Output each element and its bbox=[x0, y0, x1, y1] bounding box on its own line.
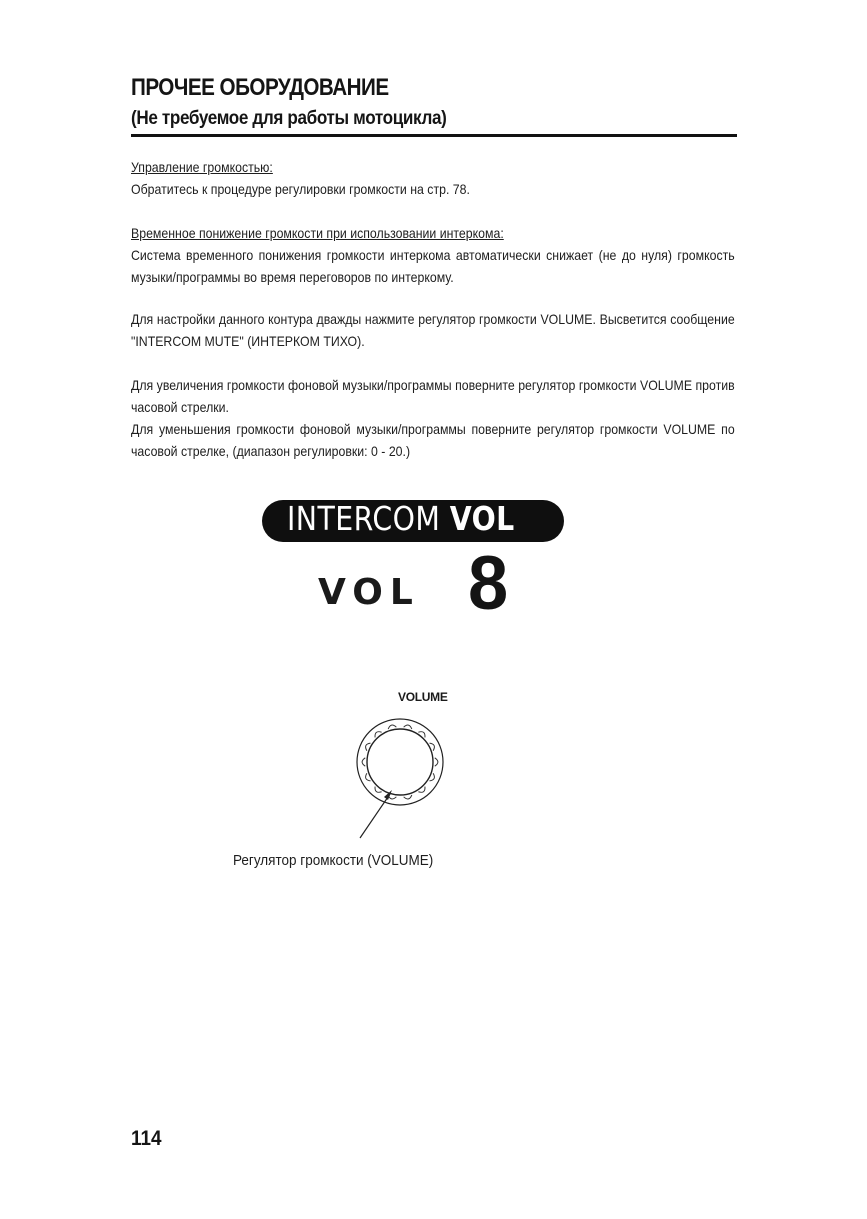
section-text: Система временного понижения громкости интеркома автоматически снижает (не до нуля) громкость музыки/программы во время переговоров по интеркому. bbox=[131, 247, 735, 285]
section-text: Для увеличения громкости фоновой музыки/программы поверните регулятор громкости VOLUME против часовой стрелки. bbox=[131, 377, 735, 415]
section-text: Обратитесь к процедуре регулировки громкости на стр. 78. bbox=[131, 181, 470, 197]
display-mode-word: INTERCOM bbox=[287, 499, 441, 538]
page-number: 114 bbox=[131, 1127, 162, 1150]
page-title: ПРОЧЕЕ ОБОРУДОВАНИЕ bbox=[131, 74, 389, 101]
display-vol-label: VOL bbox=[318, 572, 420, 613]
section-volume-control bbox=[131, 156, 735, 200]
display-mode-suffix: VOL bbox=[449, 499, 515, 538]
volume-knob-icon bbox=[340, 700, 500, 850]
section-increase bbox=[131, 374, 735, 418]
title-divider bbox=[131, 134, 737, 137]
display-vol-value: 8 bbox=[468, 541, 509, 626]
knob-grip-marks bbox=[362, 725, 438, 799]
section-heading: Управление громкостью: bbox=[131, 159, 273, 175]
knob-caption: Регулятор громкости (VOLUME) bbox=[233, 852, 434, 869]
display-mode-text bbox=[287, 499, 515, 538]
section-text: Для уменьшения громкости фоновой музыки/программы поверните регулятор громкости VOLUME по часовой стрелке, (диапазон регулировки: 0 - 20.) bbox=[131, 421, 735, 459]
page-subtitle: (Не требуемое для работы мотоцикла) bbox=[131, 108, 447, 129]
section-text: Для настройки данного контура дважды нажмите регулятор громкости VOLUME. Высветится сообщение "INTERCOM MUTE" (ИНТЕРКОМ ТИХО). bbox=[131, 311, 735, 349]
section-intercom-mute bbox=[131, 222, 735, 288]
section-setup bbox=[131, 308, 735, 352]
knob-label: VOLUME bbox=[398, 690, 448, 704]
section-decrease bbox=[131, 418, 735, 462]
section-heading: Временное понижение громкости при использовании интеркома: bbox=[131, 225, 504, 241]
